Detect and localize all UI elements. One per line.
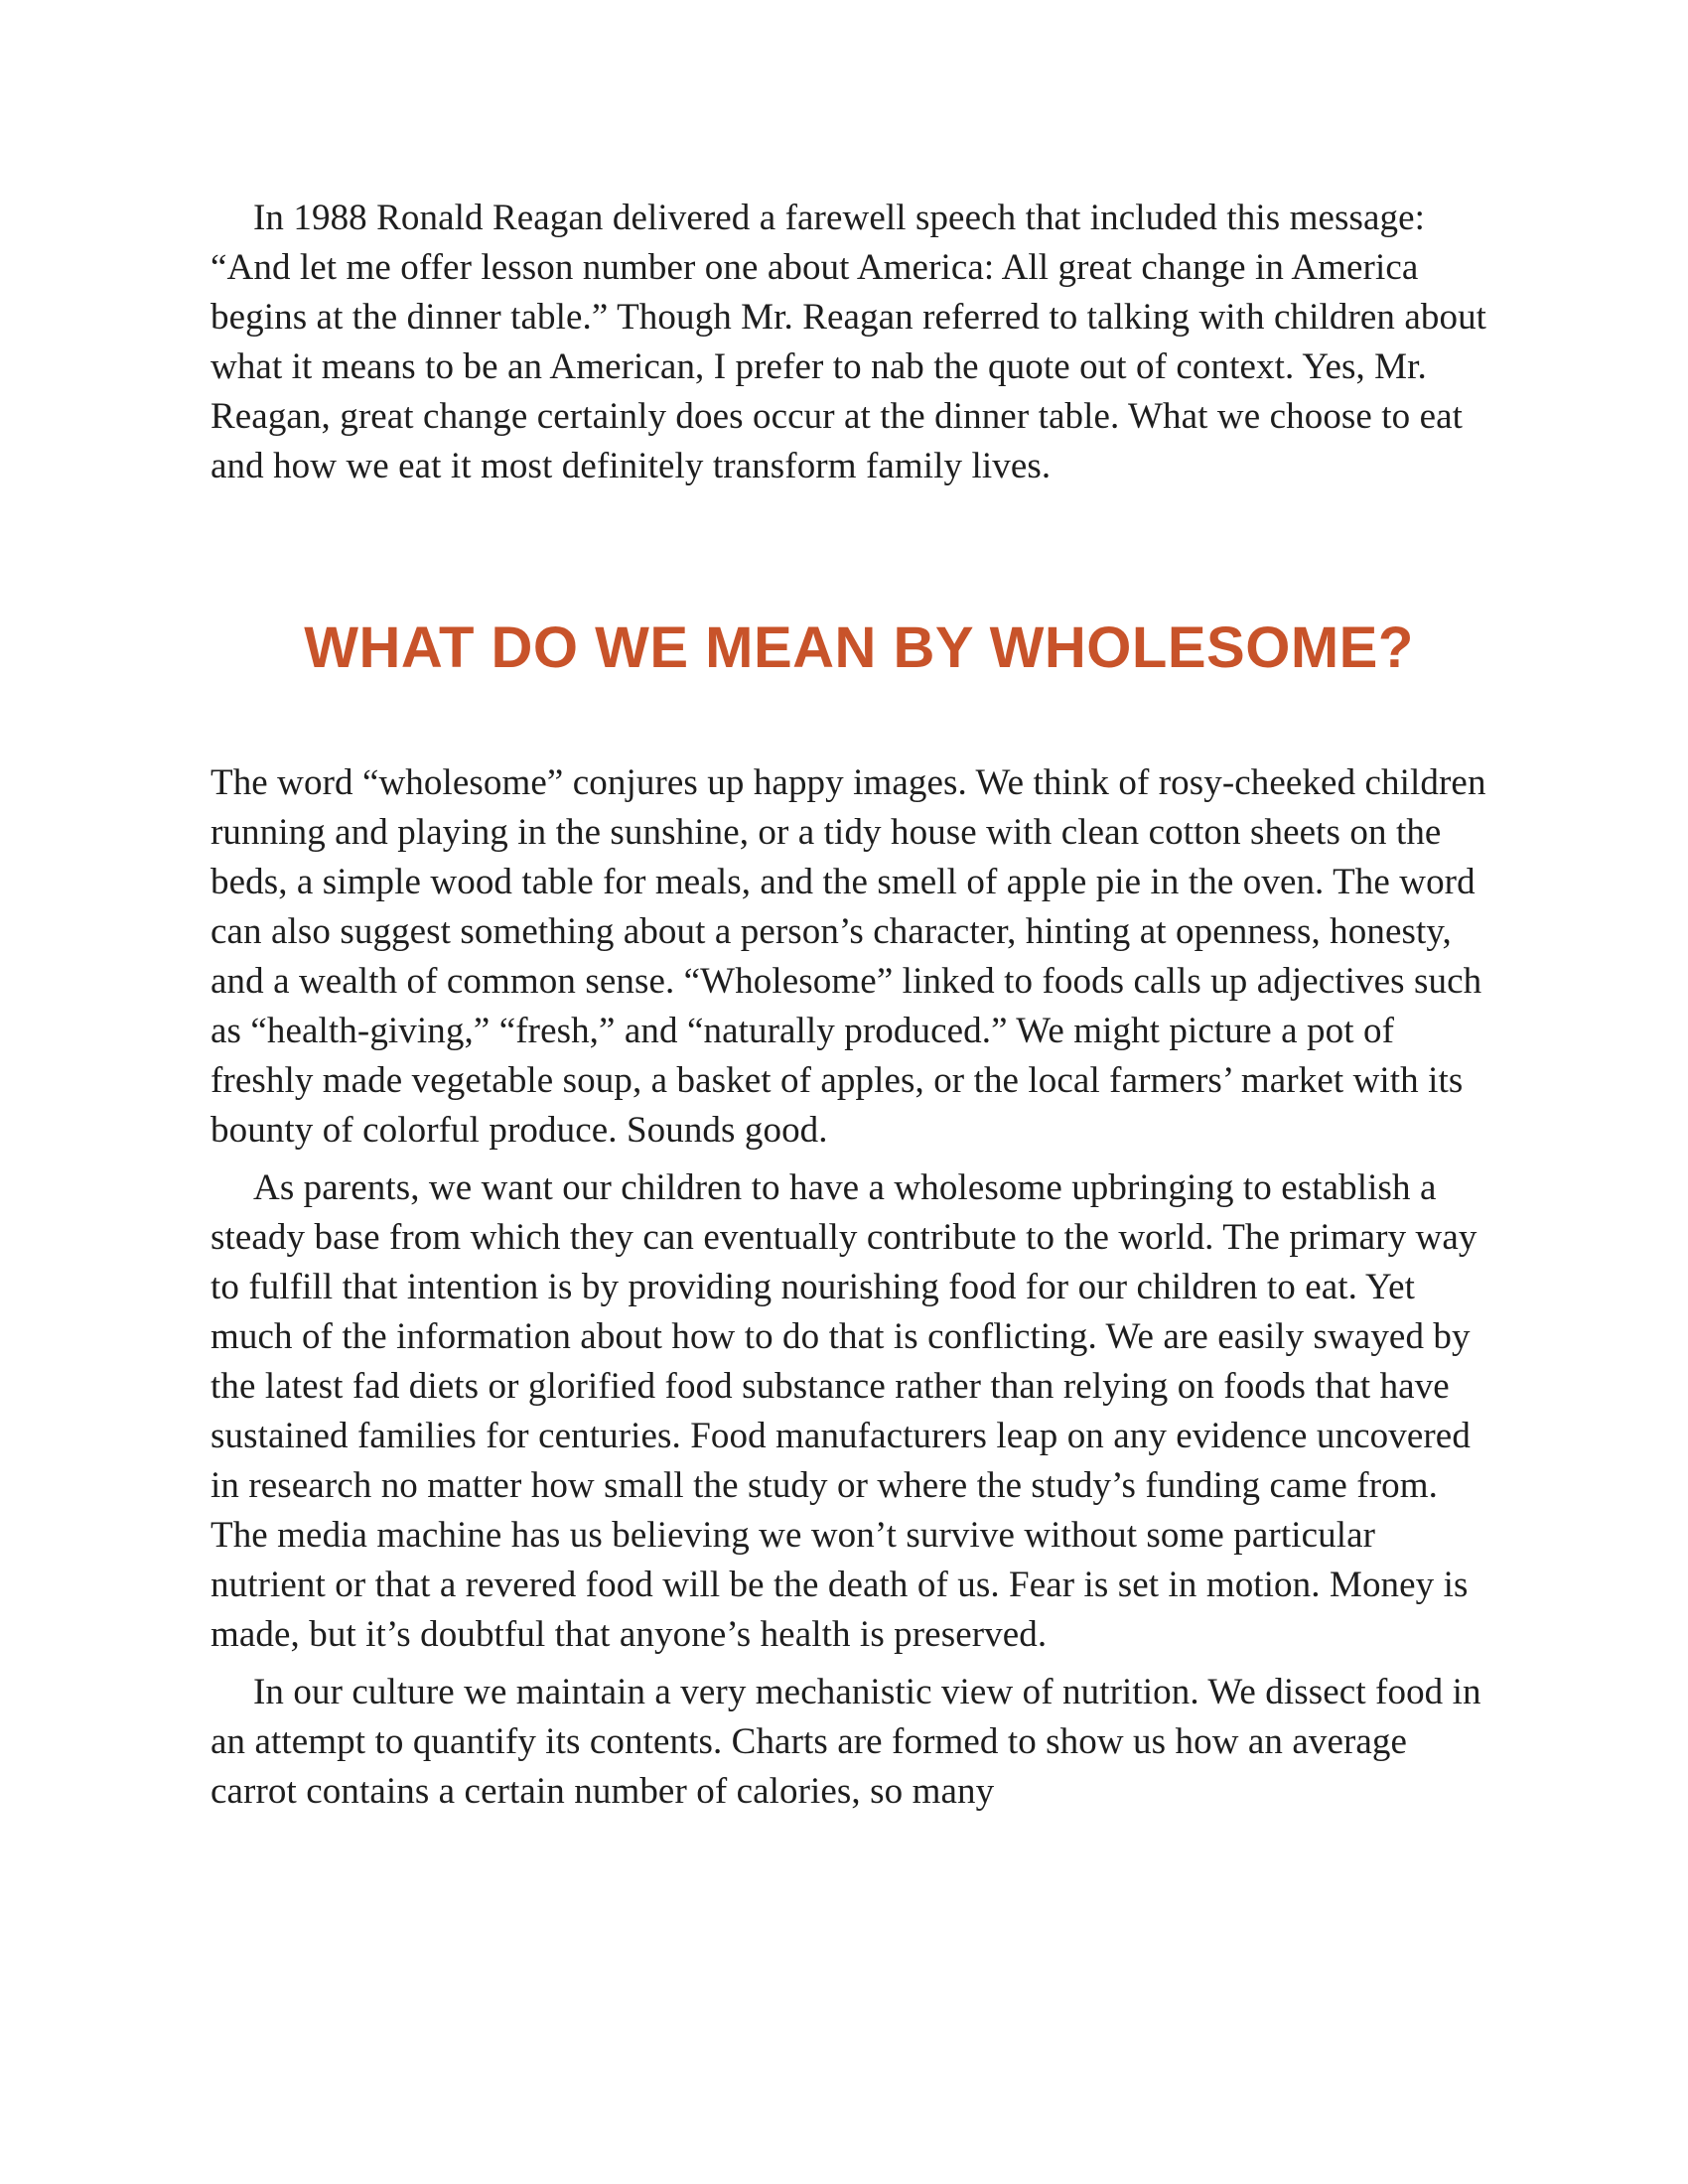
book-page xyxy=(211,194,1491,1817)
section-heading: WHAT DO WE MEAN BY WHOLESOME? xyxy=(304,615,1414,680)
body-paragraph-2: As parents, we want our children to have a wholesome upbringing to establish a steady base from which they can eventually contribute to the world. The primary way to fulfill that intention is by providing nourishing food for our children to eat. Yet much of the information about how to do that is conflicting. We are easily swayed by the latest fad diets or glorified food substance rather than relying on foods that have sustained families for centuries. Food manufacturers leap on any evidence uncovered in research no matter how small the study or where the study’s funding came from. The media machine has us believing we won’t survive without some particular nutrient or that a revered food will be the death of us. Fear is set in motion. Money is made, but it’s doubtful that anyone’s health is preserved. xyxy=(211,1167,1477,1655)
body-paragraph-3: In our culture we maintain a very mechanistic view of nutrition. We dissect food in an attempt to quantify its contents. Charts are formed to show us how an average carrot contains a certain number of calories, so many xyxy=(211,1672,1481,1812)
intro-paragraph: In 1988 Ronald Reagan delivered a farewell speech that included this message: “And let me offer lesson number one about America: All great change in America begins at the dinner table.” Though Mr. Reagan referred to talking with children about what it means to be an American, I prefer to nab the quote out of context. Yes, Mr. Reagan, great change certainly does occur at the dinner table. What we choose to eat and how we eat it most definitely transform family lives. xyxy=(211,198,1487,486)
body-paragraph-1: The word “wholesome” conjures up happy images. We think of rosy-cheeked children running and playing in the sunshine, or a tidy house with clean cotton sheets on the beds, a simple wood table for meals, and the smell of apple pie in the oven. The word can also suggest something about a person’s character, hinting at openness, honesty, and a wealth of common sense. “Wholesome” linked to foods calls up adjectives such as “health-giving,” “fresh,” and “naturally produced.” We might picture a pot of freshly made vegetable soup, a basket of apples, or the local farmers’ market with its bounty of colorful produce. Sounds good. xyxy=(211,762,1486,1151)
